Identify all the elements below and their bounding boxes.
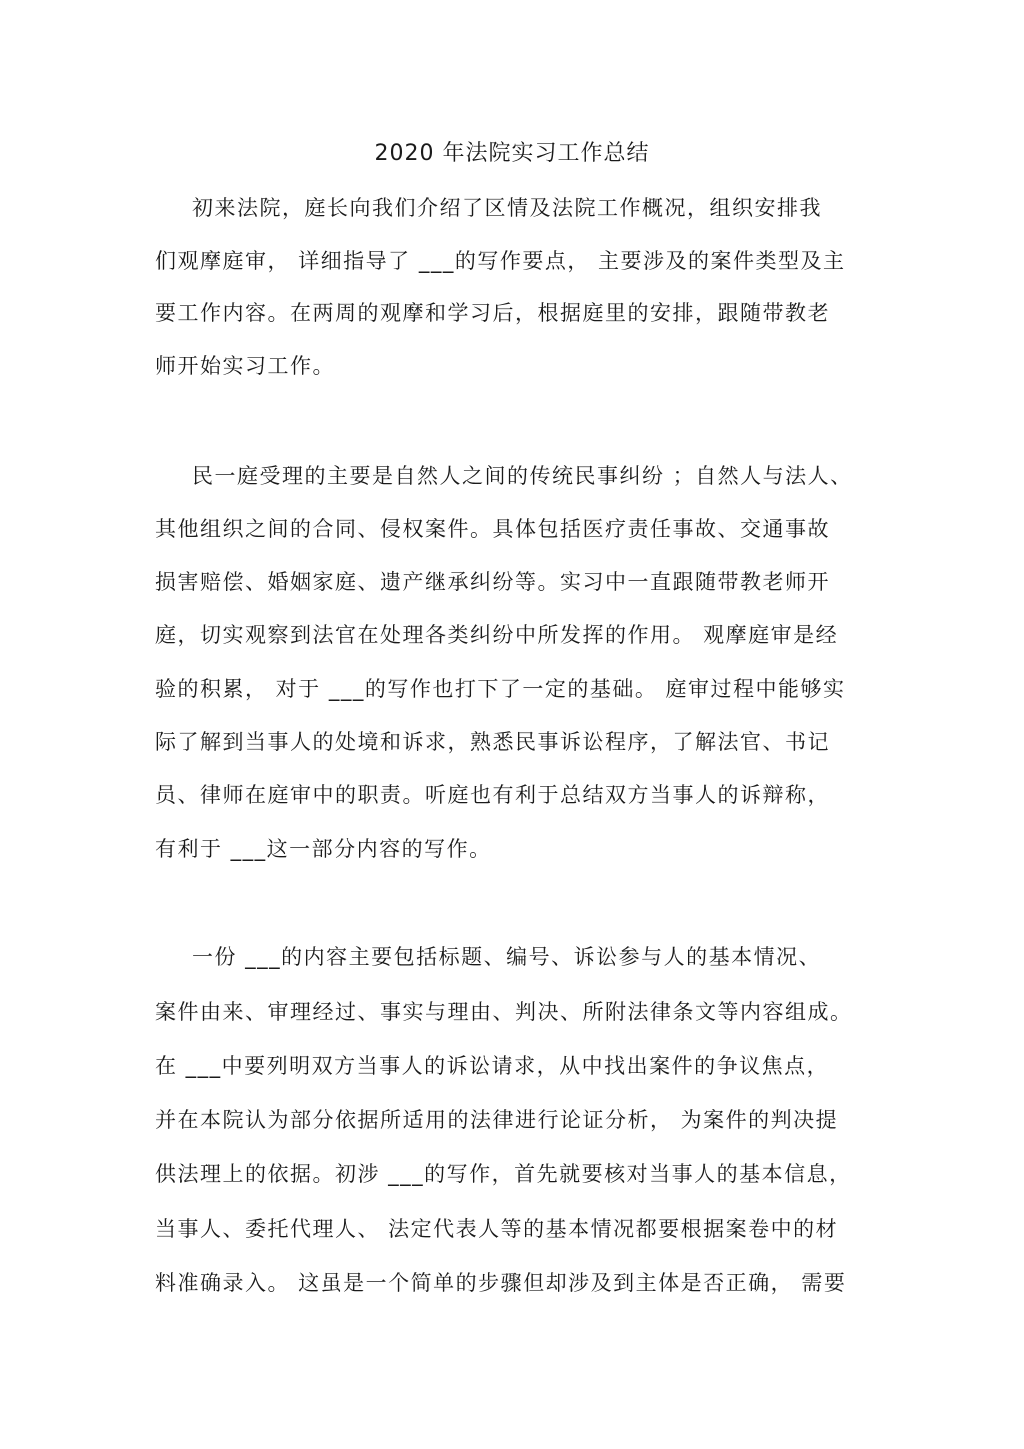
paragraph-3-line-7: 料准确录入。 这虽是一个简单的步骤但却涉及到主体是否正确， 需要 [155,1271,847,1295]
paragraph-3-line-1: 一份 ___的内容主要包括标题、编号、诉讼参与人的基本情况、 [192,945,822,969]
paragraph-1-line-1: 初来法院，庭长向我们介绍了区情及法院工作概况，组织安排我 [192,196,822,220]
paragraph-3-line-6: 当事人、委托代理人、 法定代表人等的基本情况都要根据案卷中的材 [155,1217,839,1241]
paragraph-1-line-2: 们观摩庭审， 详细指导了 ___的写作要点， 主要涉及的案件类型及主 [155,249,846,273]
paragraph-2-line-2: 其他组织之间的合同、侵权案件。具体包括医疗责任事故、交通事故 [155,517,830,541]
paragraph-1-line-4: 师开始实习工作。 [155,354,335,378]
paragraph-2-line-5: 验的积累， 对于 ___的写作也打下了一定的基础。 庭审过程中能够实 [155,677,846,701]
paragraph-2-line-4: 庭，切实观察到法官在处理各类纠纷中所发挥的作用。 观摩庭审是经 [155,623,839,647]
paragraph-3-line-3: 在 ___中要列明双方当事人的诉讼请求，从中找出案件的争议焦点， [155,1054,830,1078]
paragraph-2-line-1: 民一庭受理的主要是自然人之间的传统民事纠纷 ；自然人与法人、 [192,464,853,488]
paragraph-2-line-7: 员、律师在庭审中的职责。听庭也有利于总结双方当事人的诉辩称， [155,783,830,807]
paragraph-2-line-6: 际了解到当事人的处境和诉求，熟悉民事诉讼程序，了解法官、书记 [155,730,830,754]
document-title: 2020 年法院实习工作总结 [374,141,650,166]
paragraph-2-line-3: 损害赔偿、婚姻家庭、遗产继承纠纷等。实习中一直跟随带教老师开 [155,570,830,594]
paragraph-2-line-8: 有利于 ___这一部分内容的写作。 [155,837,492,861]
paragraph-3-line-5: 供法理上的依据。初涉 ___的写作，首先就要核对当事人的基本信息， [155,1162,852,1186]
paragraph-1-line-3: 要工作内容。在两周的观摩和学习后，根据庭里的安排，跟随带教老 [155,301,830,325]
paragraph-3-line-2: 案件由来、审理经过、事实与理由、判决、所附法律条文等内容组成。 [155,1000,853,1024]
paragraph-3-line-4: 并在本院认为部分依据所适用的法律进行论证分析， 为案件的判决提 [155,1108,839,1132]
